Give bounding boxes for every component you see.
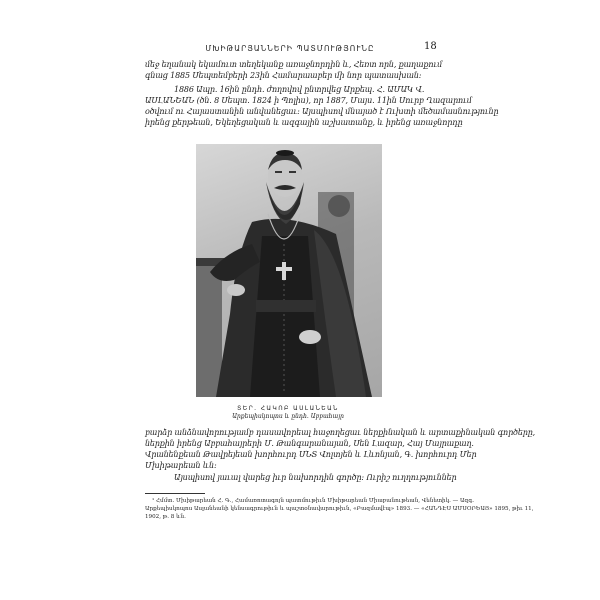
photo-caption-subtitle: Արքեպիսկոպոս և ընդհ. Աբբահայր [232,413,344,420]
footnote-line: ¹ Հմմտ. Մխիթարեան Հ. Գ., Համառոտագոյն պատմութիւն Մխիթարեան Միաբանութեան, Վենետիկ. — Ազգ. [152,498,475,504]
body-text-line: բարձր անձնավորությամբ դասավորեալ հաջողեցաւ ներքինական և արտաքինական գործերը, [145,428,536,437]
body-text-line: օծվում ու Հայաստանին անվանեցաւ: Այսպիսով մնայած է Ուխտի մեծամասնությունը [145,107,499,116]
photo-caption-name: ՏԵՐ. ՀԱԿՈԲ ԱՍԼԱՆԵԱՆ [237,405,339,412]
body-text-line: գնաց 1885 Սեպտեմբերի 23ին Համարաաբեր մի նոր պատասխան: [145,71,422,80]
body-text-line: մեջ եղանակ եկամուտ տեղեկանք առաջնորդին և, Հեռտ որն, քաղաքում [145,60,443,69]
body-text-line: Այսպիսով յաւալ վարեց իւր նախորդին գործը: Ուրիշ ուղղություններ [174,473,457,482]
running-head: ՄԽԻԹԱՐՅԱՆՆԵՐԻ ՊԱՏՄՈՒԹՅՈՒՆԸ [205,44,375,53]
body-text-line: Վրանենքեան Թավրեյեան խորհուրդ ՍՆՏ Վոլտյեն և Լևոնյան, Գ. խորհուրդ Մեր [145,450,477,459]
body-text-line: իրենց քերթեան, Եկեղեցական և ազգային աշխատանք, և իրենց առաջնորդը [145,118,463,127]
body-text-line: 1886 Ապր. 16ին ընդհ. ժողովով ընտրվեց Արքեպ. Հ. ԱՄԱԿ Վ. [174,85,425,94]
body-text-line: ԱՍԼԱՆԵԱՆ (ծն. 8 Սեպտ. 1824 ի Պոլիս), որ 1887, Մայս. 11ին Սուրբ Ղազարում [145,96,472,105]
footnote-line: 1902, թ. 8 ևն. [145,514,186,520]
portrait-photograph [196,144,382,397]
footnote-rule [145,493,205,494]
footnote-line: Արքեպիսկոպոս Ասլանեանի կենսագրութիւն և պաշտօնավարութիւն, «Բազմավէպ» 1893. — «ՀԱՆԴԷՍ ԱՄՍՕՐԵԱՅ» 1895, թիւ 11, [145,506,534,512]
body-text-line: ներքին իրենց Աբբահայրերի Մ. Թանգարանայան, Սեն Լազար, Հայ Մայրաքաղ. [145,439,474,448]
body-text-line: Մխիթարեան ևն: [145,461,217,470]
page-number: 18 [424,41,437,52]
